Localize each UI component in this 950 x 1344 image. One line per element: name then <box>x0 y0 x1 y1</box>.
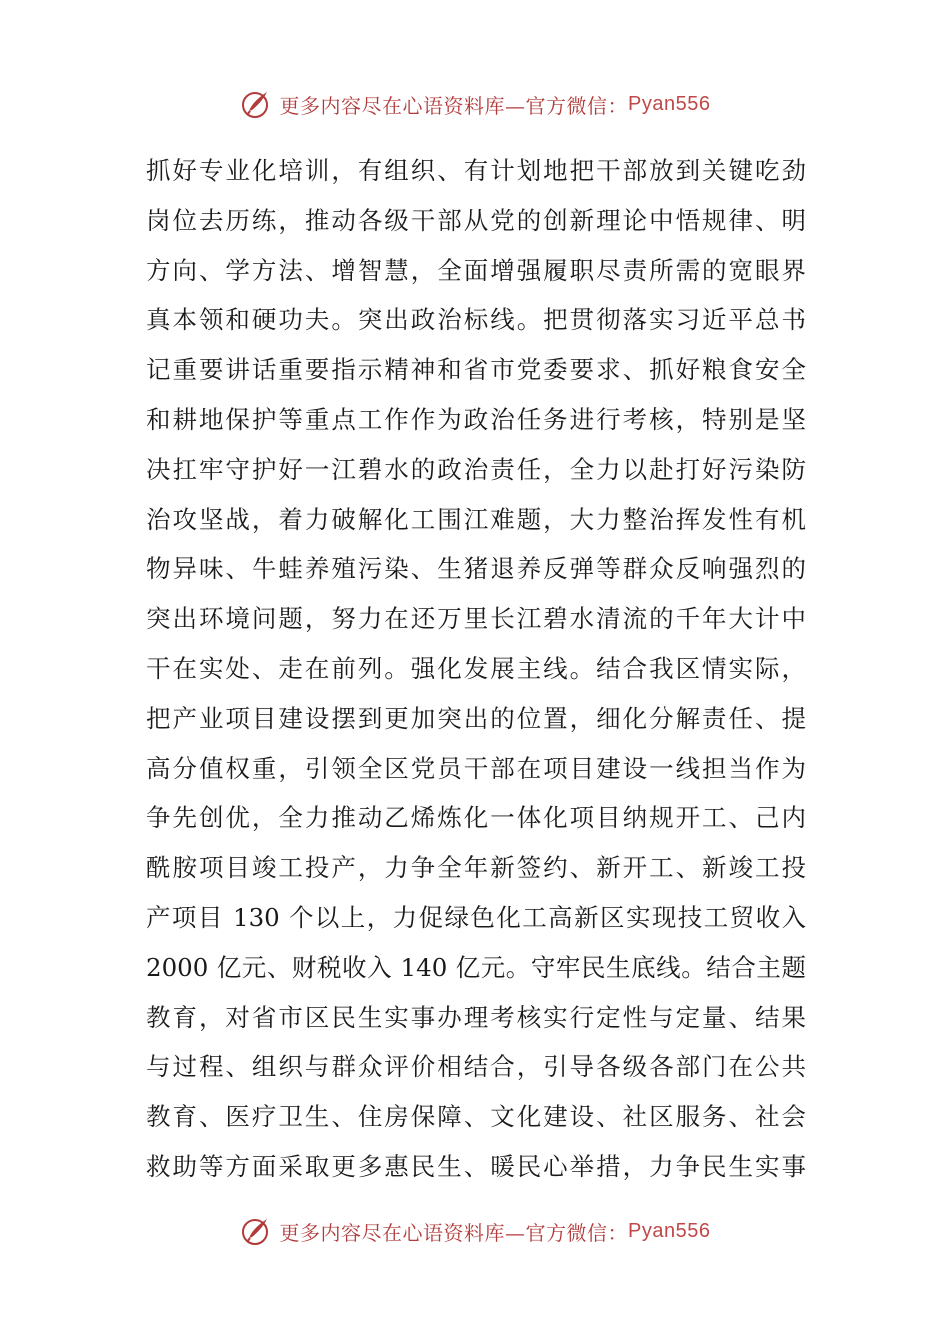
body-text-line: 真本领和硬功夫。突出政治标线。把贯彻落实习近平总书 <box>146 305 806 335</box>
body-text-line: 和耕地保护等重点工作作为政治任务进行考核，特别是坚 <box>146 404 806 434</box>
document-body <box>146 146 806 1192</box>
body-text-line: 记重要讲话重要指示精神和省市党委要求、抓好粮食安全 <box>146 355 806 385</box>
watermark-text: 更多内容尽在心语资料库—官方微信： <box>279 1220 629 1245</box>
body-text-line: 岗位去历练，推动各级干部从党的创新理论中悟规律、明 <box>146 205 806 235</box>
body-text-line: 高分值权重，引领全区党员干部在项目建设一线担当作为 <box>146 753 806 783</box>
body-text-line: 突出环境问题，努力在还万里长江碧水清流的千年大计中 <box>146 604 806 634</box>
quill-seal-icon <box>240 87 274 121</box>
footer-watermark <box>0 1211 950 1251</box>
body-text-line: 把产业项目建设摆到更加突出的位置，细化分解责任、提 <box>146 703 806 733</box>
body-text-line: 酰胺项目竣工投产，力争全年新签约、新开工、新竣工投 <box>146 853 806 883</box>
watermark-text: 更多内容尽在心语资料库—官方微信： <box>279 93 629 118</box>
body-text-line: 争先创优，全力推动乙烯炼化一体化项目纳规开工、己内 <box>146 803 806 833</box>
header-watermark <box>0 84 950 124</box>
body-text-line: 与过程、组织与群众评价相结合，引导各级各部门在公共 <box>146 1052 806 1082</box>
body-text-line: 教育，对省市区民生实事办理考核实行定性与定量、结果 <box>146 1002 806 1032</box>
body-text-line: 治攻坚战，着力破解化工围江难题，大力整治挥发性有机 <box>146 504 806 534</box>
body-text-line: 教育、医疗卫生、住房保障、文化建设、社区服务、社会 <box>146 1102 806 1132</box>
body-text-line: 抓好专业化培训，有组织、有计划地把干部放到关键吃劲 <box>146 156 806 185</box>
body-text-line: 方向、学方法、增智慧，全面增强履职尽责所需的宽眼界 <box>146 255 806 285</box>
body-text-line: 干在实处、走在前列。强化发展主线。结合我区情实际， <box>146 653 806 683</box>
watermark-handle: Pyan556 <box>628 92 711 115</box>
body-text-line: 物异味、牛蛙养殖污染、生猪退养反弹等群众反响强烈的 <box>146 554 806 584</box>
body-text-line: 决扛牢守护好一江碧水的政治责任，全力以赴打好污染防 <box>146 454 806 484</box>
body-text-line: 产项目 130 个以上，力促绿色化工高新区实现技工贸收入 <box>146 902 806 932</box>
quill-seal-icon <box>240 1214 274 1248</box>
watermark-handle: Pyan556 <box>628 1219 711 1242</box>
body-text-line: 救助等方面采取更多惠民生、暖民心举措，力争民生实事 <box>146 1151 806 1181</box>
body-text-line: 2000 亿元、财税收入 140 亿元。守牢民生底线。结合主题 <box>146 952 806 982</box>
